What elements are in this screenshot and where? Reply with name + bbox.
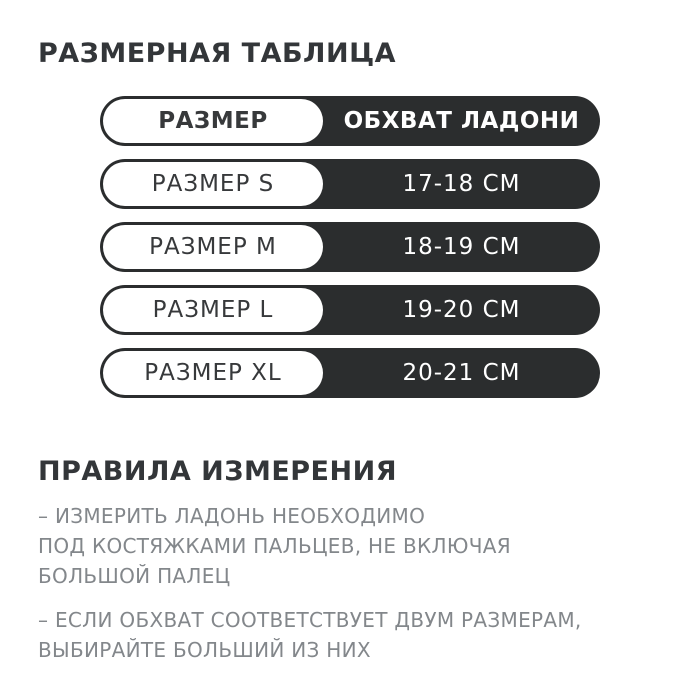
rules-heading: ПРАВИЛА ИЗМЕРЕНИЯ — [38, 456, 397, 487]
rule-line: – ИЗМЕРИТЬ ЛАДОНЬ НЕОБХОДИМО — [38, 504, 426, 528]
header-girth-cell: ОБХВАТ ЛАДОНИ — [343, 108, 580, 134]
girth-cell: 17-18 СМ — [402, 171, 521, 197]
rule-item-two-sizes — [38, 605, 678, 665]
girth-cell: 18-19 СМ — [402, 234, 521, 260]
page-title: РАЗМЕРНАЯ ТАБЛИЦА — [38, 38, 397, 69]
size-cell: РАЗМЕР XL — [103, 351, 323, 395]
size-cell: РАЗМЕР S — [103, 162, 323, 206]
size-table-header-row — [100, 96, 600, 146]
header-size-cell: РАЗМЕР — [103, 99, 323, 143]
size-table-row-s — [100, 159, 600, 209]
size-table-row-m — [100, 222, 600, 272]
size-cell: РАЗМЕР L — [103, 288, 323, 332]
rule-line: БОЛЬШОЙ ПАЛЕЦ — [38, 564, 231, 588]
rule-line: ПОД КОСТЯЖКАМИ ПАЛЬЦЕВ, НЕ ВКЛЮЧАЯ — [38, 534, 511, 558]
rule-line: ВЫБИРАЙТЕ БОЛЬШИЙ ИЗ НИХ — [38, 638, 371, 662]
rules-block — [38, 501, 678, 679]
size-table-row-l — [100, 285, 600, 335]
size-table-row-xl — [100, 348, 600, 398]
girth-cell: 20-21 СМ — [402, 360, 521, 386]
girth-cell: 19-20 СМ — [402, 297, 521, 323]
size-cell: РАЗМЕР M — [103, 225, 323, 269]
size-table — [100, 96, 600, 398]
rule-line: – ЕСЛИ ОБХВАТ СООТВЕТСТВУЕТ ДВУМ РАЗМЕРАМ, — [38, 608, 582, 632]
rule-item-measure — [38, 501, 678, 591]
